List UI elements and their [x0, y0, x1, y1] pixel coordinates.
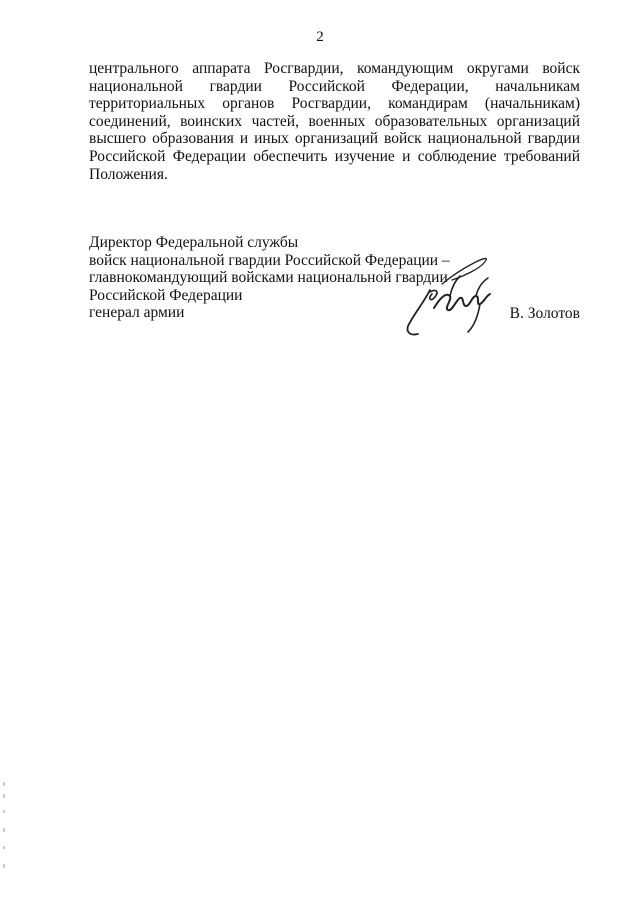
- body-line: Российской Федерации обеспечить изучение и соблюдение требований: [89, 147, 580, 165]
- body-paragraph: [89, 60, 580, 183]
- signatory-title-line: главнокомандующий войсками национальной гвардии: [89, 269, 448, 287]
- body-line: высшего образования и иных организаций войск национальной гвардии: [89, 130, 580, 148]
- scan-edge-marks: [2, 780, 6, 880]
- page-number: 2: [316, 29, 324, 45]
- body-line: центрального аппарата Росгвардии, командующим округами войск: [89, 60, 580, 77]
- handwritten-signature: [394, 246, 500, 342]
- signatory-title-line: Директор Федеральной службы: [89, 234, 299, 251]
- signatory-title-line: войск национальной гвардии Российской Федерации –: [89, 251, 450, 269]
- body-line: соединений, воинских частей, военных образовательных организаций: [89, 112, 580, 130]
- body-line: Положения.: [89, 165, 168, 183]
- signatory-title: [89, 234, 580, 322]
- signatory-name: В. Золотов: [509, 305, 580, 322]
- signatory-rank: генерал армии: [89, 304, 185, 322]
- signatory-title-line: Российской Федерации: [89, 286, 243, 304]
- body-line: национальной гвардии Российской Федерации, начальникам: [89, 77, 580, 95]
- body-line: территориальных органов Росгвардии, командирам (начальникам): [89, 95, 580, 113]
